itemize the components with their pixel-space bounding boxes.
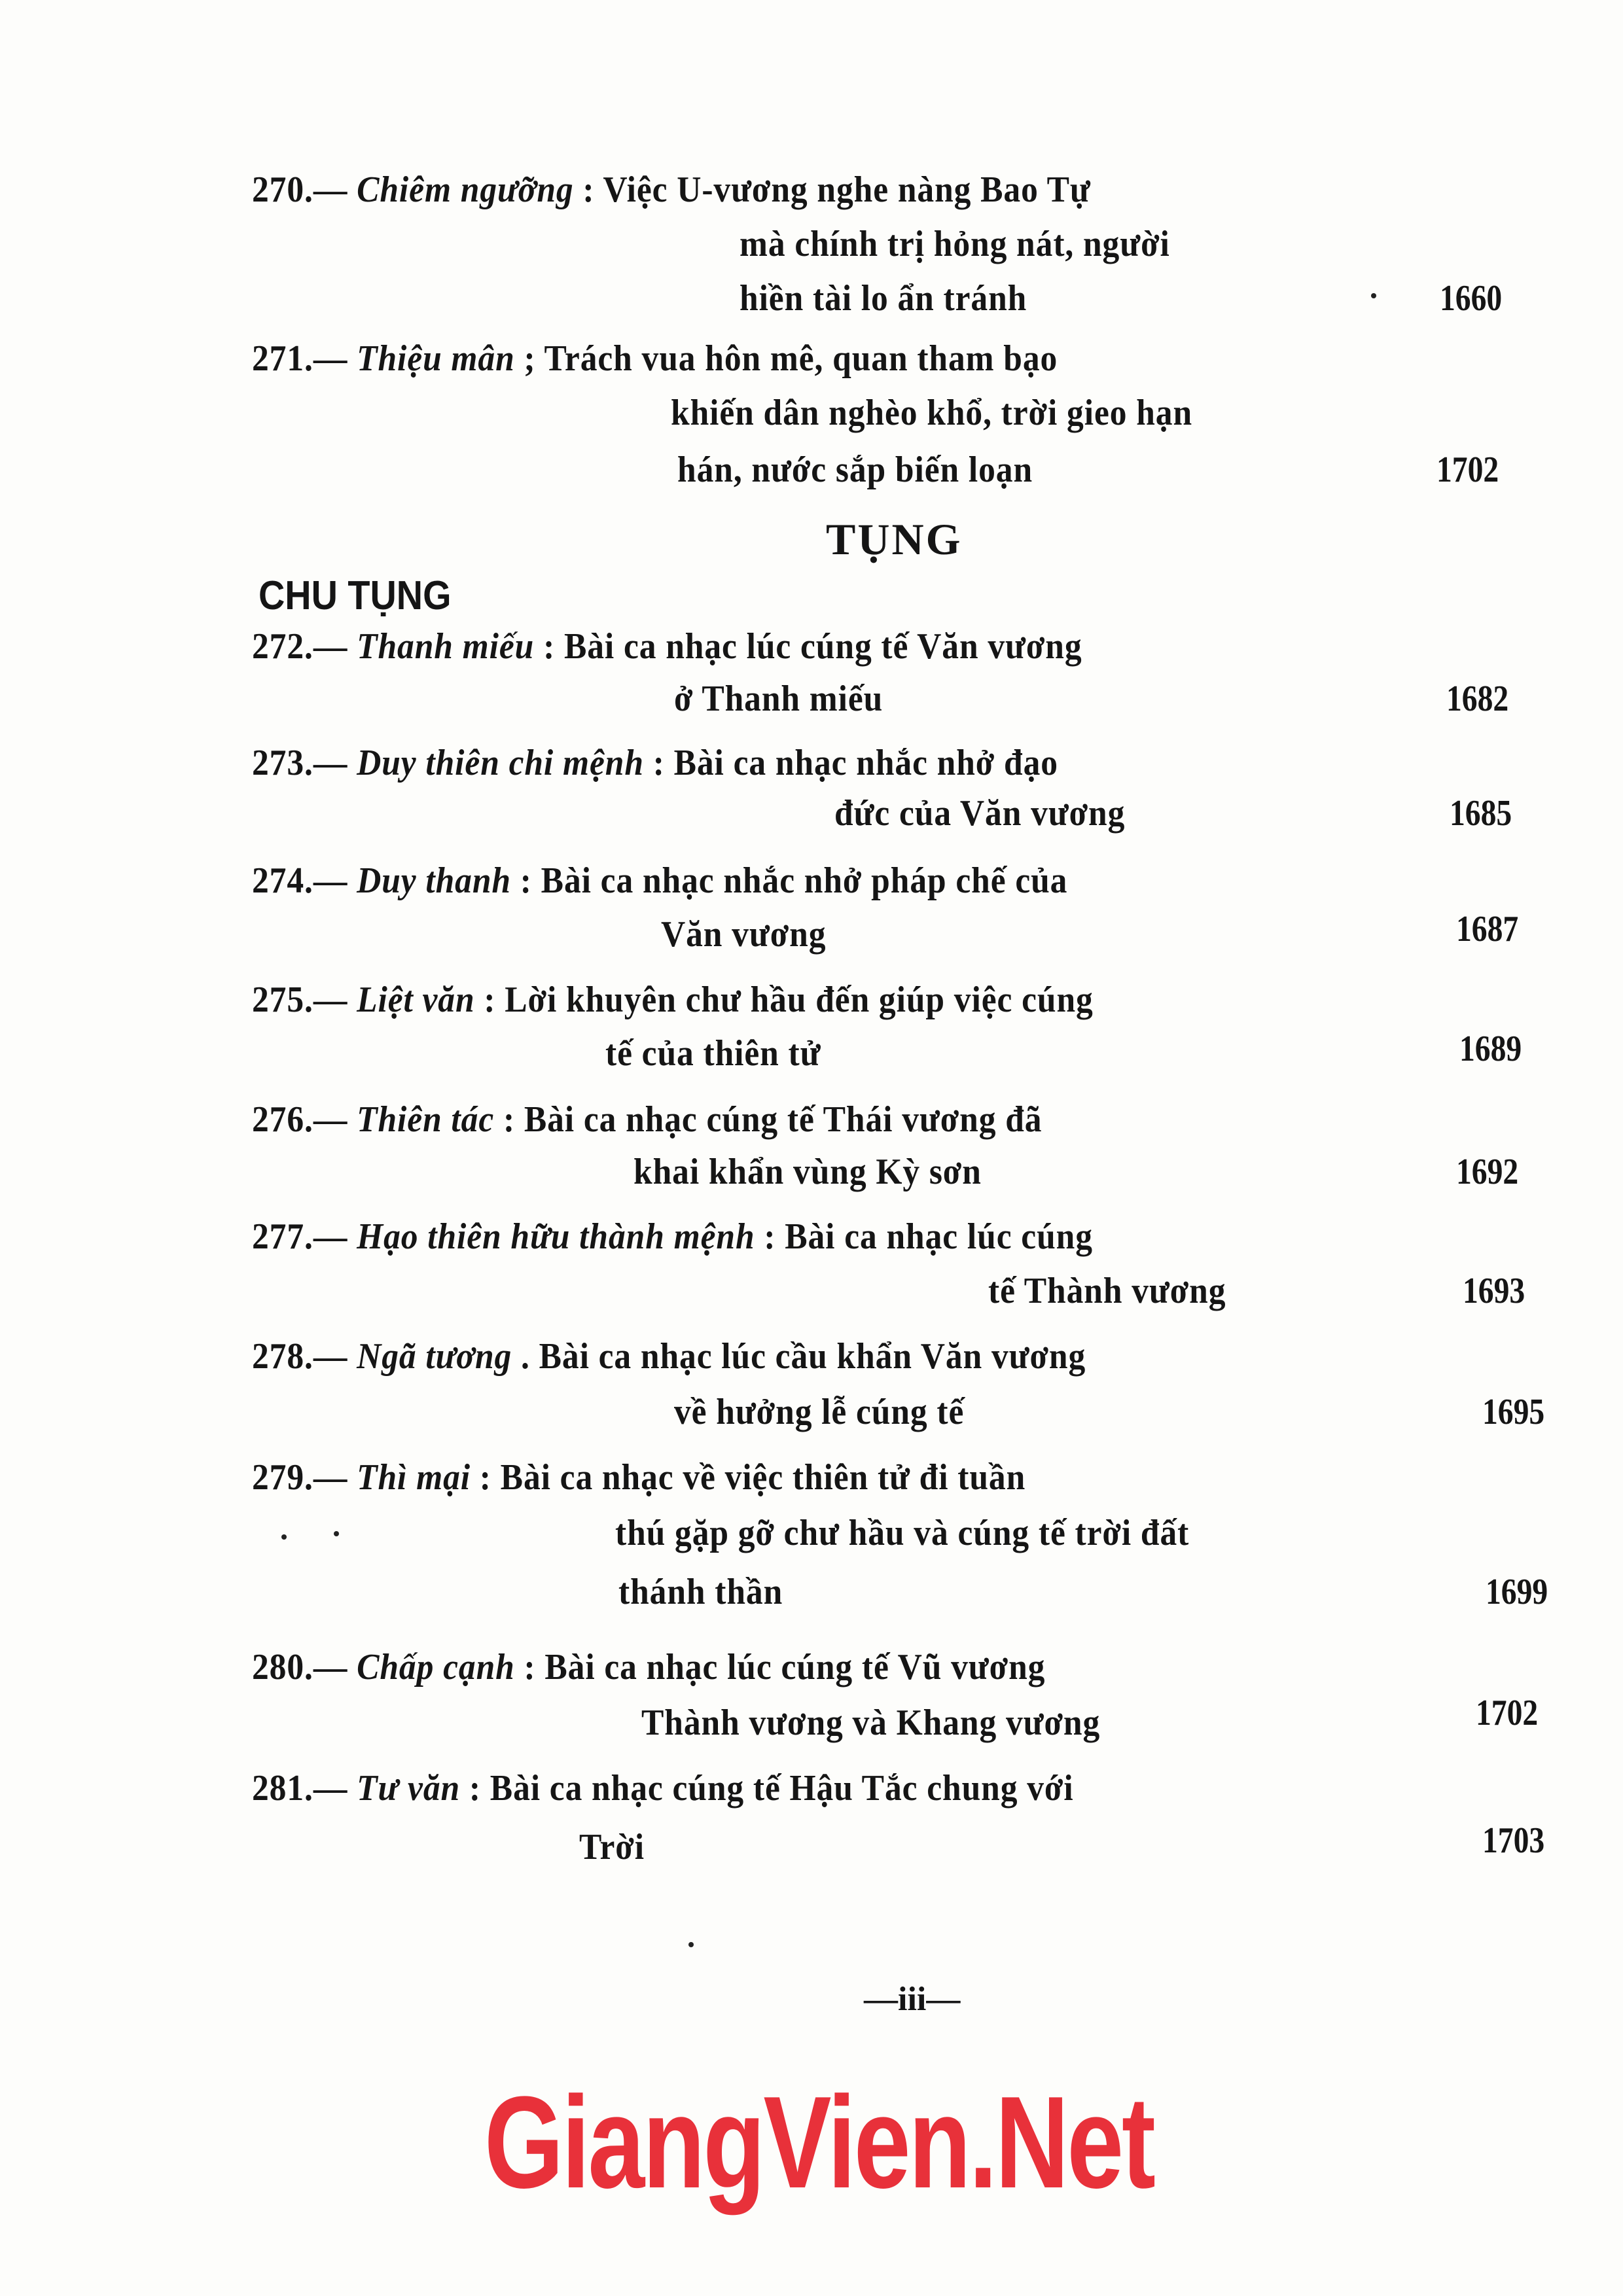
toc-entry-277: 277.— Hạo thiên hữu thành mệnh : Bài ca nhạc lúc cúng — [252, 1216, 1093, 1257]
entry-title: Chấp cạnh — [357, 1647, 515, 1687]
stray-mark — [688, 1942, 694, 1947]
entry-line: tế Thành vương — [988, 1271, 1226, 1311]
page-number: 1702 — [1436, 450, 1499, 490]
entry-title: Thiệu mân — [357, 338, 515, 379]
entry-line: mà chính trị hỏng nát, người — [740, 224, 1170, 264]
entry-line: khai khẩn vùng Kỳ sơn — [633, 1152, 982, 1192]
entry-title: Duy thiên chi mệnh — [357, 743, 644, 783]
toc-entry-275: 275.— Liệt văn : Lời khuyên chư hầu đến giúp việc cúng — [252, 980, 1094, 1020]
section-title: TỤNG — [826, 514, 963, 564]
toc-entry-270: 270.— Chiêm ngưỡng : Việc U-vương nghe nàng Bao Tự — [252, 169, 1091, 210]
toc-entry-273: 273.— Duy thiên chi mệnh : Bài ca nhạc nhắc nhở đạo — [252, 743, 1058, 783]
page-number: 1693 — [1463, 1271, 1525, 1311]
stray-mark — [281, 1534, 287, 1540]
page-number: 1660 — [1440, 278, 1503, 319]
entry-line: tế của thiên tử — [605, 1033, 821, 1074]
entry-line: đức của Văn vương — [834, 793, 1126, 834]
toc-entry-271: 271.— Thiệu mân ; Trách vua hôn mê, quan tham bạo — [252, 338, 1058, 379]
entry-title: Liệt văn — [357, 980, 475, 1020]
entry-title: Thì mại — [357, 1457, 471, 1498]
toc-entry-280: 280.— Chấp cạnh : Bài ca nhạc lúc cúng tế Vũ vương — [252, 1647, 1046, 1687]
stray-mark — [1371, 293, 1376, 298]
entry-title: Tư văn — [357, 1768, 461, 1809]
entry-line: hán, nước sắp biến loạn — [677, 450, 1033, 490]
page-number: 1703 — [1482, 1820, 1545, 1861]
stray-mark — [334, 1531, 339, 1536]
entry-line: thánh thần — [618, 1572, 783, 1612]
toc-entry-278: 278.— Ngã tương . Bài ca nhạc lúc cầu khẩn Văn vương — [252, 1336, 1086, 1377]
entry-title: Hạo thiên hữu thành mệnh — [357, 1216, 755, 1257]
toc-entry-281: 281.— Tư văn : Bài ca nhạc cúng tế Hậu Tắc chung với — [252, 1768, 1074, 1809]
toc-entry-276: 276.— Thiên tác : Bài ca nhạc cúng tế Thái vương đã — [252, 1099, 1043, 1140]
entry-title: Thiên tác — [357, 1099, 495, 1140]
entry-line: thú gặp gỡ chư hầu và cúng tế trời đất — [615, 1513, 1190, 1553]
entry-title: Chiêm ngưỡng — [357, 169, 574, 210]
page-number: 1682 — [1446, 679, 1509, 719]
entry-line: khiến dân nghèo khổ, trời gieo hạn — [671, 393, 1193, 433]
toc-entry-274: 274.— Duy thanh : Bài ca nhạc nhắc nhở pháp chế của — [252, 860, 1068, 901]
toc-entry-272: 272.— Thanh miếu : Bài ca nhạc lúc cúng tế Văn vương — [252, 626, 1082, 667]
page-number: 1687 — [1456, 909, 1519, 949]
entry-line: ở Thanh miếu — [674, 679, 883, 719]
folio-page-number: —iii— — [864, 1981, 961, 2018]
page-number: 1689 — [1459, 1029, 1522, 1069]
entry-title: Thanh miếu — [357, 626, 535, 667]
entry-line: hiền tài lo ẩn tránh — [740, 278, 1027, 319]
page-number: 1692 — [1456, 1152, 1519, 1192]
entry-title: Duy thanh — [357, 860, 512, 901]
page-number: 1695 — [1482, 1392, 1545, 1432]
page-number: 1699 — [1486, 1572, 1548, 1612]
subsection-title: CHU TỤNG — [259, 573, 452, 618]
entry-line: Trời — [579, 1827, 645, 1867]
entry-line: về hưởng lễ cúng tế — [674, 1392, 965, 1432]
page-number: 1702 — [1476, 1693, 1539, 1733]
page-number: 1685 — [1450, 793, 1512, 834]
entry-line: Thành vương và Khang vương — [641, 1703, 1101, 1743]
watermark-logo: GiangVien.Net — [484, 2070, 1154, 2216]
toc-entry-279: 279.— Thì mại : Bài ca nhạc về việc thiên tử đi tuần — [252, 1457, 1026, 1498]
entry-title: Ngã tương — [357, 1336, 512, 1377]
entry-line: Văn vương — [661, 914, 827, 955]
